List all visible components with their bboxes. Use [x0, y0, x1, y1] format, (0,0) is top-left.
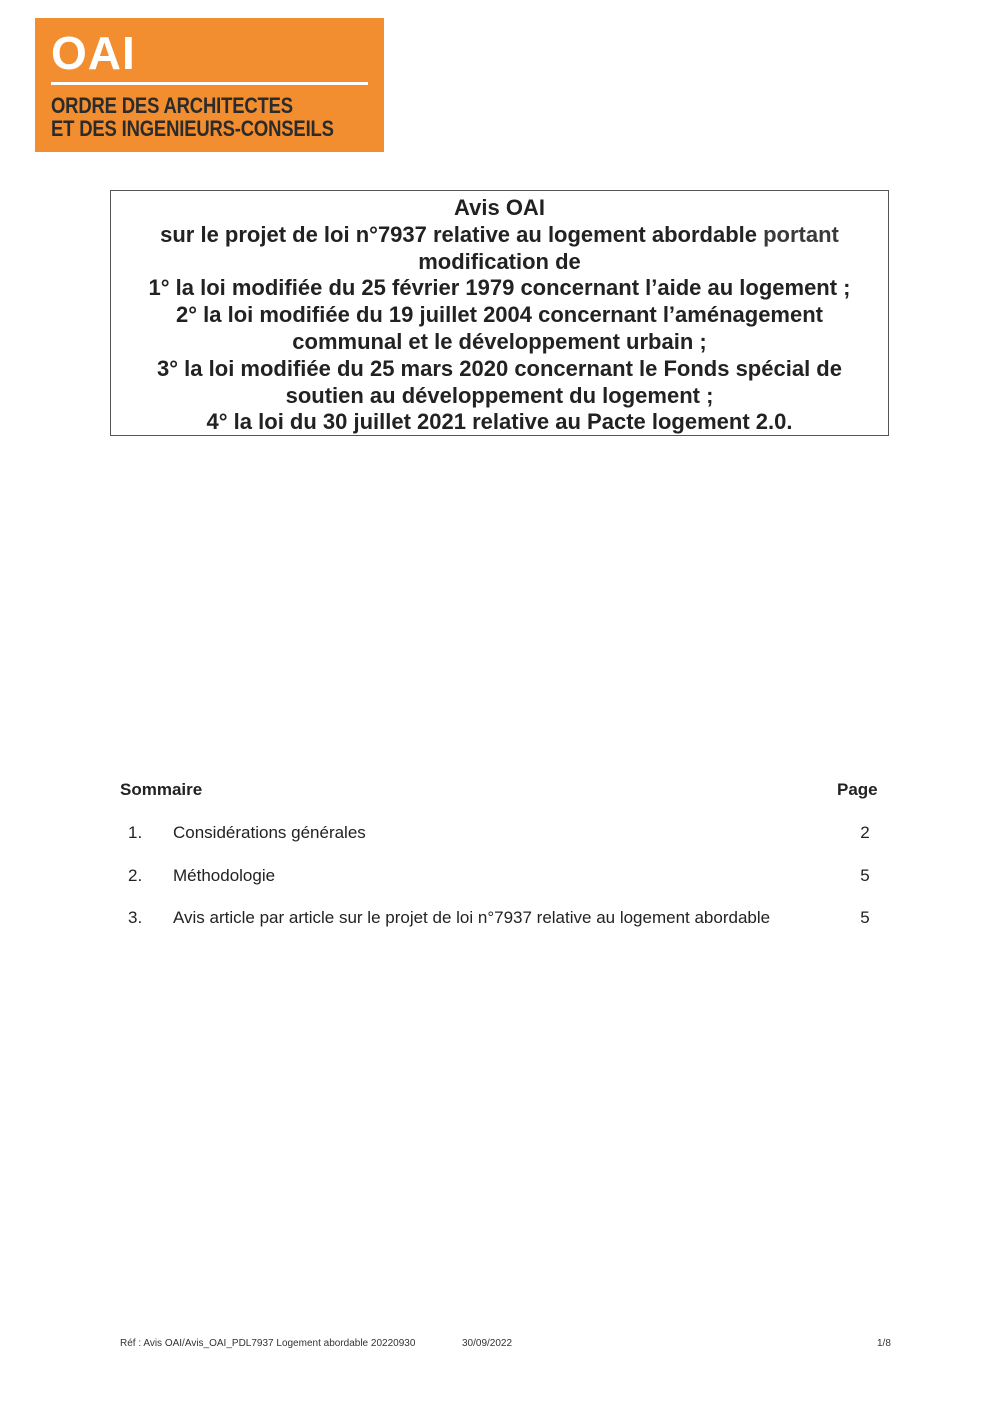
title-line-9: 4° la loi du 30 juillet 2021 relative au Pacte logement 2.0.	[206, 409, 793, 435]
toc-item[interactable]	[0, 907, 1000, 929]
toc-item[interactable]	[0, 865, 1000, 887]
toc-item-label: Avis article par article sur le projet de loi n°7937 relative au logement abordable	[173, 908, 771, 927]
footer-page-number: 1/8	[877, 1338, 891, 1349]
toc-item-page: 2	[860, 823, 870, 842]
title-line-4: 1° la loi modifiée du 25 février 1979 concernant l’aide au logement ;	[148, 275, 851, 301]
toc-item-page: 5	[860, 866, 870, 885]
toc-item-number: 1.	[128, 823, 143, 842]
footer-reference: Réf : Avis OAI/Avis_OAI_PDL7937 Logement abordable 20220930	[120, 1338, 416, 1349]
title-line-5: 2° la loi modifiée du 19 juillet 2004 concernant l’aménagement	[175, 302, 823, 328]
toc-item-number: 2.	[128, 866, 143, 885]
title-line-8: soutien au développement du logement ;	[285, 382, 714, 408]
oai-logo	[35, 18, 384, 152]
title-line-7: 3° la loi modifiée du 25 mars 2020 concernant le Fonds spécial de	[157, 355, 842, 381]
toc-item-label: Considérations générales	[173, 823, 366, 842]
logo-name-line-2: ET DES INGENIEURS-CONSEILS	[51, 116, 334, 141]
toc-item-number: 3.	[128, 908, 143, 927]
title-line-2	[111, 222, 888, 249]
toc-page-heading: Page	[837, 780, 878, 799]
toc-item-label: Méthodologie	[173, 866, 276, 885]
logo-name-line-1: ORDRE DES ARCHITECTES	[51, 93, 293, 118]
title-line-6: communal et le développement urbain ;	[292, 328, 707, 354]
toc-item[interactable]	[0, 822, 1000, 844]
toc-heading: Sommaire	[120, 780, 203, 799]
title-line-2-continuation: portant	[763, 221, 839, 247]
title-line-1: Avis OAI	[454, 195, 545, 220]
logo-abbreviation: OAI	[51, 27, 136, 79]
footer-date: 30/09/2022	[462, 1338, 513, 1349]
title-line-3: modification de	[418, 248, 581, 274]
logo-divider	[51, 82, 368, 85]
document-title-box	[110, 190, 889, 436]
toc-item-page: 5	[860, 908, 870, 927]
title-line-2-main: sur le projet de loi n°7937 relative au logement abordable	[160, 221, 757, 247]
